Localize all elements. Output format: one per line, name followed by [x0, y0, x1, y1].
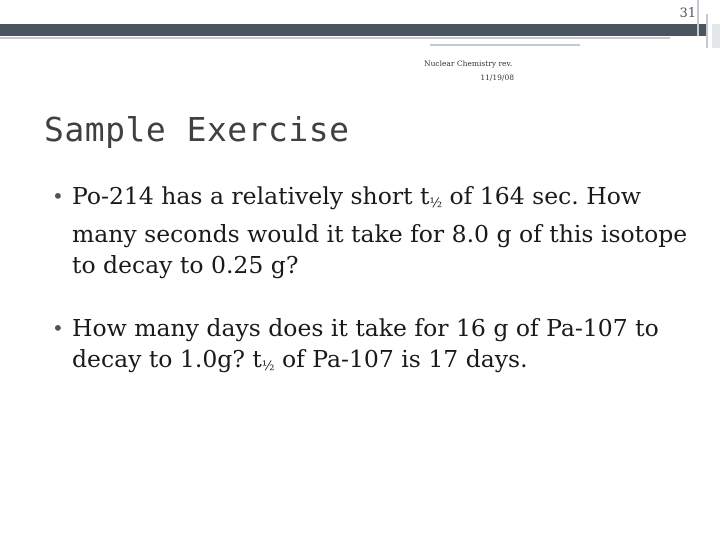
subscript-half: ½ [429, 196, 443, 211]
header-band [0, 24, 708, 36]
corner-bar [706, 14, 708, 48]
footer-note-line1: Nuclear Chemistry rev. [424, 59, 513, 68]
bullet-text: of 164 sec. How many seconds would it take for 8.0 g of this isotope to decay to 0.25 g? [72, 182, 688, 279]
bullet-text: Po-214 has a relatively short t [72, 182, 430, 210]
bullet-item [52, 181, 692, 281]
page-number: 31 [679, 6, 696, 21]
bullet-list [52, 181, 692, 382]
bullet-text: How many days does it take for 16 g of Pa-107 to decay to 1.0g? t [72, 314, 659, 373]
bullet-item [52, 313, 692, 382]
bullet-icon: • [52, 184, 64, 208]
bullet-icon: • [52, 316, 64, 340]
header-rule-short [430, 44, 580, 46]
corner-bar [697, 0, 699, 36]
corner-bar [712, 24, 720, 48]
header-rule [0, 37, 670, 39]
bullet-text: of Pa-107 is 17 days. [274, 345, 528, 373]
footer-note-line2: 11/19/08 [480, 73, 514, 82]
slide-title: Sample Exercise [44, 110, 350, 149]
footer-note [424, 57, 520, 85]
subscript-half: ½ [261, 359, 275, 374]
